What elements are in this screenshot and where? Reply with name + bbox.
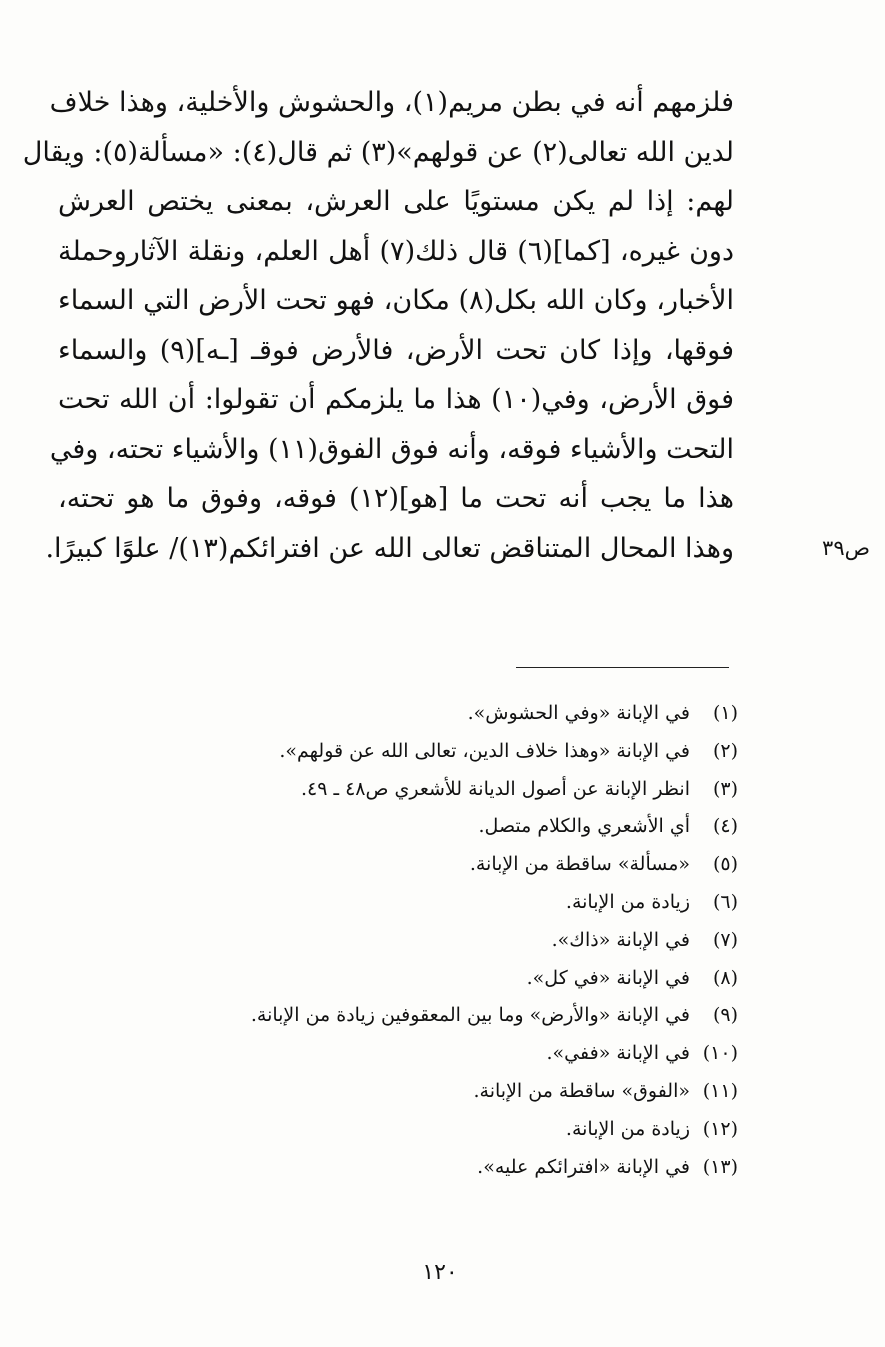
footnote-item xyxy=(150,695,738,733)
footnote-separator xyxy=(516,667,729,668)
footnote-item xyxy=(150,1149,738,1187)
page-number: ١٢٠ xyxy=(422,1260,458,1285)
footnote-number: (٨) xyxy=(712,966,738,989)
footnote-text: في الإبانة «والأرض» وما بين المعقوفين زيادة من الإبانة. xyxy=(250,1004,690,1027)
footnote-text: انظر الإبانة عن أصول الديانة للأشعري ص٤٨ ـ ٤٩. xyxy=(300,777,690,800)
footnote-number: (١) xyxy=(712,702,738,724)
footnote-item xyxy=(150,884,738,922)
footnote-text: في الإبانة «افترائكم عليه». xyxy=(477,1155,690,1178)
footnote-text: في الإبانة «في كل». xyxy=(526,966,690,989)
main-text-line: دون غيره، [كما](٦) قال ذلك(٧) أهل العلم، ونقلة الآثاروحملة xyxy=(58,235,734,267)
footnote-item xyxy=(150,960,738,998)
footnote-item xyxy=(150,771,738,809)
main-text-line: التحت والأشياء فوقه، وأنه فوق الفوق(١١) والأشياء تحته، وفي xyxy=(49,433,734,465)
main-text-line: فلزمهم أنه في بطن مريم(١)، والحشوش والأخلية، وهذا خلاف xyxy=(49,87,734,118)
footnote-number: (٧) xyxy=(712,928,738,951)
main-text-line: لهم: إذا لم يكن مستويًا على العرش، بمعنى يختص العرش xyxy=(58,186,734,217)
main-text-line: فوقها، وإذا كان تحت الأرض، فالأرض فوقـ [ـه](٩) والسماء xyxy=(58,334,734,366)
footnote-text: «مسألة» ساقطة من الإبانة. xyxy=(469,853,690,876)
footnote-number: (١١) xyxy=(702,1079,738,1102)
main-text-line: وهذا المحال المتناقض تعالى الله عن افترائكم(١٣)/ علوًا كبيرًا. xyxy=(45,532,734,564)
footnote-number: (٥) xyxy=(712,853,738,876)
footnote-item xyxy=(150,1111,738,1149)
footnote-item xyxy=(150,997,738,1035)
footnote-item xyxy=(150,1073,738,1111)
main-text-line: لدين الله تعالى(٢) عن قولهم»(٣) ثم قال(٤): «مسألة(٥): ويقال xyxy=(22,136,734,168)
footnote-text: في الإبانة «وفي الحشوش». xyxy=(467,702,690,724)
footnote-number: (٢) xyxy=(712,739,738,762)
footnote-item xyxy=(150,733,738,771)
footnote-list xyxy=(150,695,738,1186)
main-text-line: فوق الأرض، وفي(١٠) هذا ما يلزمكم أن تقولوا: أن الله تحت xyxy=(58,384,735,415)
footnote-text: زيادة من الإبانة. xyxy=(565,1117,690,1140)
margin-page-reference: ص٣٩ xyxy=(822,536,870,560)
footnote-item xyxy=(150,846,738,884)
footnote-text: «الفوق» ساقطة من الإبانة. xyxy=(473,1079,690,1102)
footnote-text: في الإبانة «ذاك». xyxy=(551,928,690,951)
footnote-text: زيادة من الإبانة. xyxy=(565,890,690,913)
main-text-line: الأخبار، وكان الله بكل(٨) مكان، فهو تحت الأرض التي السماء xyxy=(58,285,734,316)
footnote-item xyxy=(150,808,738,846)
footnote-text: أي الأشعري والكلام متصل. xyxy=(478,815,690,838)
footnote-number: (٦) xyxy=(712,890,738,913)
footnote-number: (٩) xyxy=(712,1004,738,1027)
footnote-text: في الإبانة «ففي». xyxy=(546,1042,690,1065)
footnote-item xyxy=(150,922,738,960)
main-text-block xyxy=(22,78,735,573)
footnote-number: (١٣) xyxy=(702,1155,738,1178)
footnote-number: (١٢) xyxy=(702,1117,738,1140)
footnote-text: في الإبانة «وهذا خلاف الدين، تعالى الله عن قولهم». xyxy=(279,739,690,762)
footnote-number: (٣) xyxy=(712,777,738,800)
footnote-number: (٤) xyxy=(712,815,738,838)
footnote-number: (١٠) xyxy=(702,1042,738,1065)
main-text-line: هذا ما يجب أنه تحت ما [هو](١٢) فوقه، وفوق ما هو تحته، xyxy=(58,483,734,514)
footnote-item xyxy=(150,1035,738,1073)
